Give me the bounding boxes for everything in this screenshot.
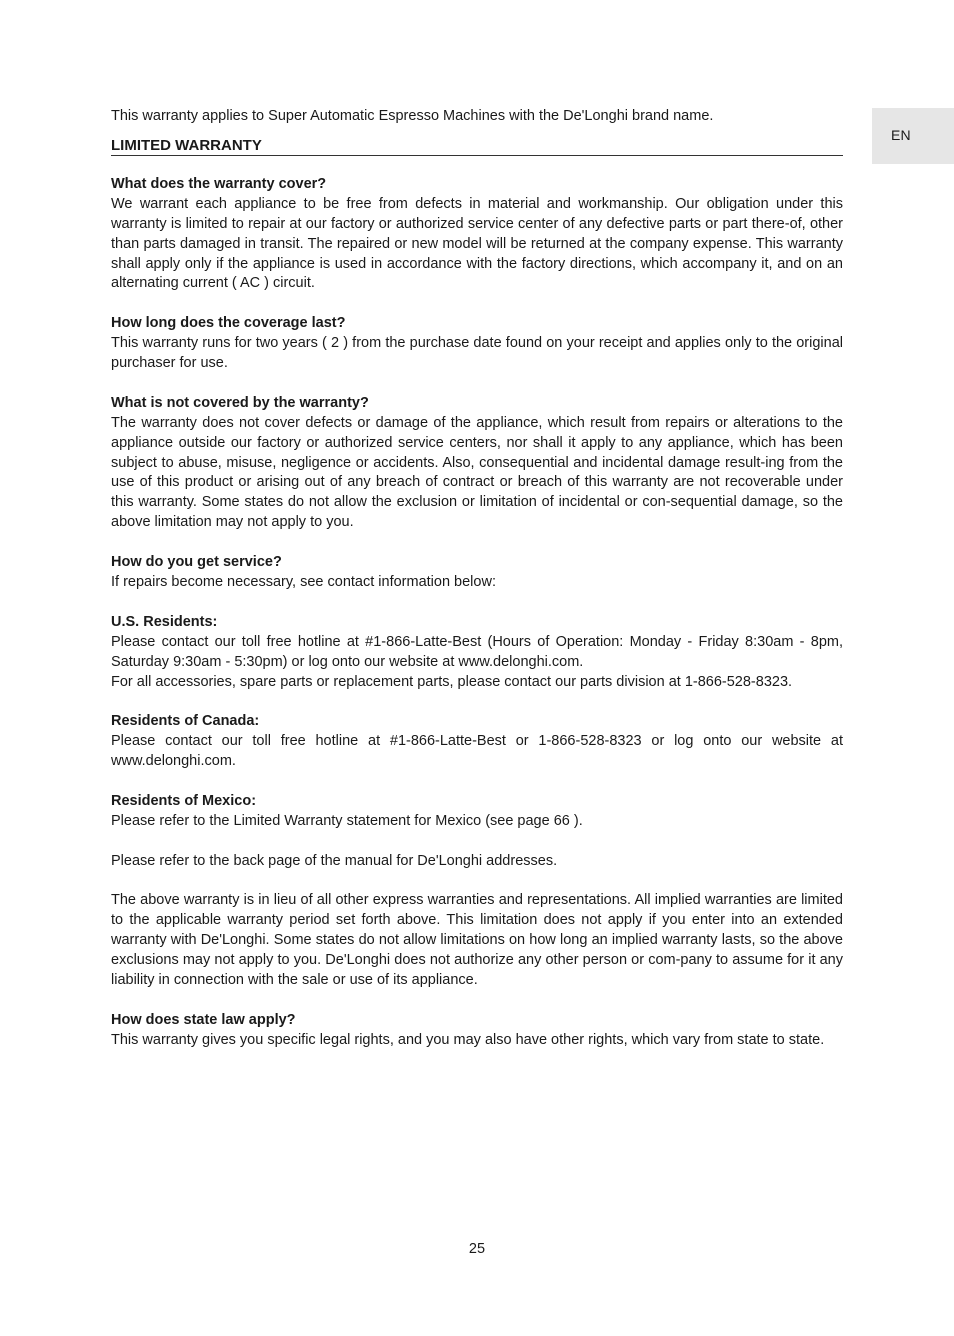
block-heading: Residents of Mexico:: [111, 792, 257, 809]
implied-warranties-text: The above warranty is in lieu of all other express warranties and representations. All implied warranties are limited to the applicable warranty period set forth above. This limitation does not apply if you enter into an extended warranty with De'Longhi. Some states do not allow limitations on how long an implied warranty lasts, so the above exclusions may not apply to you. De'Longhi does not authorize any other person or com-pany to assume for it any liability in connection with the sale or use of its appliance.: [111, 892, 843, 989]
block-body: We warrant each appliance to be free from defects in material and workmanship. Our obligation under this warranty is limited to repair at our factory or authorized service center of any defective parts or part there-of, other than parts damaged in transit. The repaired or new model will be returned at the company expense. This warranty shall apply only if the appliance is used in accordance with the factory directions, which accompany it, and on an alternating current ( AC ) circuit.: [111, 195, 843, 292]
block-implied-warranties: [111, 891, 843, 991]
block-body: The warranty does not cover defects or damage of the appliance, which result from repairs or alterations to the appliance outside our factory or authorized service centers, nor shall it apply to any appliance, which has been subject to abuse, misuse, negligence or accidents. Also, consequential and incidental damage result-ing from the use of this product or arising out of any breach of contract or breach of this warranty are not recoverable under this warranty. Some states do not allow the exclusion or limitation of incidental or con-sequential damage, so the above limitation may not apply to you.: [111, 414, 843, 531]
block-body-parts: For all accessories, spare parts or replacement parts, please contact our parts division at 1-866-528-8323.: [111, 673, 793, 690]
block-body: This warranty runs for two years ( 2 ) from the purchase date found on your receipt and applies only to the original purchaser for use.: [111, 335, 843, 372]
block-heading: U.S. Residents:: [111, 613, 218, 630]
block-heading: How do you get service?: [111, 554, 282, 571]
block-body: Please refer to the Limited Warranty statement for Mexico (see page 66 ).: [111, 812, 583, 829]
block-body: Please contact our toll free hotline at #1-866-Latte-Best or 1-866-528-8323 or log onto our website at www.delonghi.com.: [111, 733, 843, 770]
block-us-residents: [111, 613, 843, 693]
block-canada-residents: [111, 712, 843, 772]
block-heading: What is not covered by the warranty?: [111, 394, 369, 411]
block-addresses: [111, 852, 843, 872]
addresses-text: Please refer to the back page of the manual for De'Longhi addresses.: [111, 852, 558, 869]
block-body: This warranty gives you specific legal rights, and you may also have other rights, which vary from state to state.: [111, 1031, 825, 1048]
language-tab: EN: [872, 108, 954, 164]
block-heading: Residents of Canada:: [111, 713, 260, 730]
block-body: Please contact our toll free hotline at #1-866-Latte-Best (Hours of Operation: Monday - Friday 8:30am - 8pm, Saturday 9:30am - 5:30pm) or log onto our website at www.delonghi.com.: [111, 633, 843, 670]
block-heading: What does the warranty cover?: [111, 175, 327, 192]
block-duration: [111, 314, 843, 374]
warranty-content: [111, 107, 843, 1071]
block-exclusions: [111, 394, 843, 533]
block-heading: How does state law apply?: [111, 1011, 296, 1028]
block-service: [111, 553, 843, 593]
block-heading: How long does the coverage last?: [111, 315, 346, 332]
block-state-law: [111, 1011, 843, 1051]
block-mexico-residents: [111, 792, 843, 832]
section-title: LIMITED WARRANTY: [111, 136, 843, 156]
intro-text: This warranty applies to Super Automatic Espresso Machines with the De'Longhi brand name.: [111, 108, 714, 124]
block-coverage: [111, 175, 843, 294]
page-number: 25: [468, 1241, 486, 1257]
block-body: If repairs become necessary, see contact information below:: [111, 573, 496, 590]
